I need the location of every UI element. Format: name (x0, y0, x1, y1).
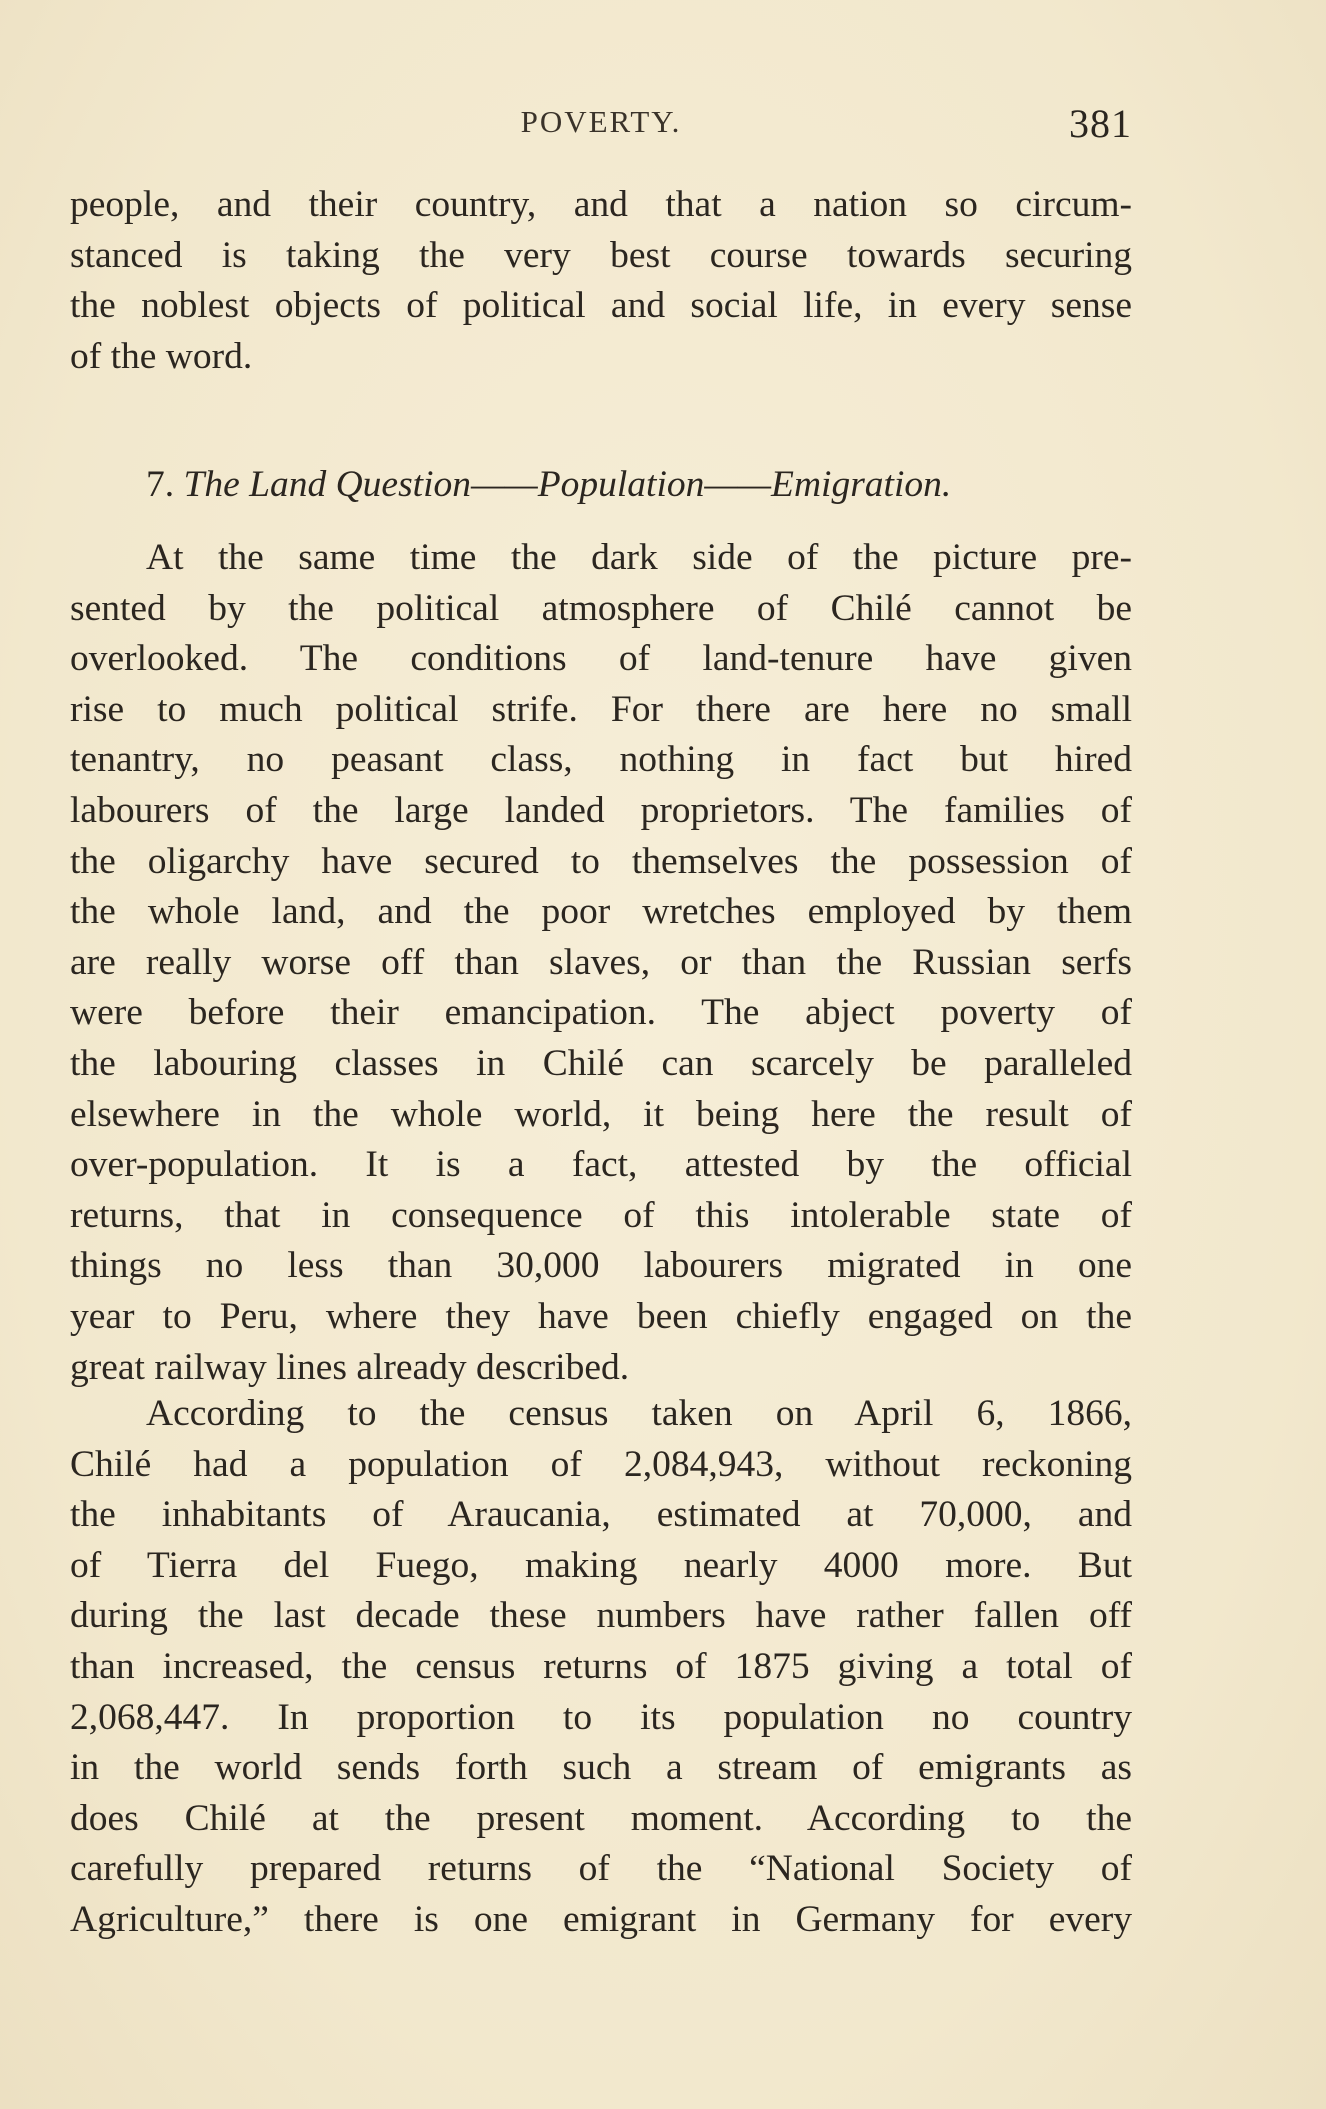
text-line: According to the census taken on April 6, 1866, (146, 1393, 1132, 1434)
text-line: were before their emancipation. The abject poverty of (70, 992, 1132, 1034)
text-line: the oligarchy have secured to themselves the possession of (70, 840, 1132, 882)
text-line: are really worse off than slaves, or than the Russian serfs (70, 941, 1132, 983)
text-line: in the world sends forth such a stream of emigrants as (70, 1747, 1132, 1789)
text-line: of the word. (70, 335, 253, 377)
text-line: labourers of the large landed proprietors. The families of (70, 789, 1132, 831)
text-line: year to Peru, where they have been chiefly engaged on the (70, 1295, 1132, 1337)
text-line: does Chilé at the present moment. According to the (70, 1797, 1132, 1839)
text-line: the labouring classes in Chilé can scarcely be paralleled (70, 1042, 1132, 1084)
text-line: stanced is taking the very best course towards securing (70, 234, 1132, 276)
text-line: the whole land, and the poor wretches employed by them (70, 891, 1132, 933)
section-heading (146, 460, 951, 510)
text-line: elsewhere in the whole world, it being here the result of (70, 1093, 1132, 1135)
section-number: 7. (146, 464, 175, 505)
text-line: over-population. It is a fact, attested by the official (70, 1144, 1132, 1186)
text-line: during the last decade these numbers have rather fallen off (70, 1595, 1132, 1637)
text-line: tenantry, no peasant class, nothing in fact but hired (70, 739, 1132, 781)
running-head: POVERTY. (520, 104, 682, 139)
paragraph-1 (70, 180, 1132, 382)
paragraph-2 (70, 533, 1132, 1393)
text-line: carefully prepared returns of the “National Society of (70, 1848, 1132, 1890)
paragraph-3 (70, 1389, 1132, 1946)
page-header (70, 100, 1132, 150)
text-line: great railway lines already described. (70, 1346, 630, 1388)
text-line: things no less than 30,000 labourers migrated in one (70, 1245, 1132, 1287)
section-title: The Land Question——Population——Emigration. (183, 464, 952, 505)
text-line: At the same time the dark side of the picture pre- (146, 537, 1132, 578)
text-line: the inhabitants of Araucania, estimated at 70,000, and (70, 1494, 1132, 1536)
text-line: the noblest objects of political and social life, in every sense (70, 285, 1132, 327)
text-line: sented by the political atmosphere of Chilé cannot be (70, 587, 1132, 629)
text-line: Chilé had a population of 2,084,943, without reckoning (70, 1443, 1132, 1485)
text-line: 2,068,447. In proportion to its population no country (70, 1696, 1132, 1738)
page-number: 381 (1069, 101, 1132, 146)
text-line: Agriculture,” there is one emigrant in Germany for every (70, 1898, 1132, 1940)
text-line: rise to much political strife. For there are here no small (70, 688, 1132, 730)
text-line: people, and their country, and that a nation so circum- (70, 184, 1132, 225)
text-line: overlooked. The conditions of land-tenure have given (70, 638, 1132, 680)
text-line: returns, that in consequence of this intolerable state of (70, 1194, 1132, 1236)
text-line: than increased, the census returns of 1875 giving a total of (70, 1645, 1132, 1687)
text-line: of Tierra del Fuego, making nearly 4000 more. But (70, 1544, 1132, 1586)
